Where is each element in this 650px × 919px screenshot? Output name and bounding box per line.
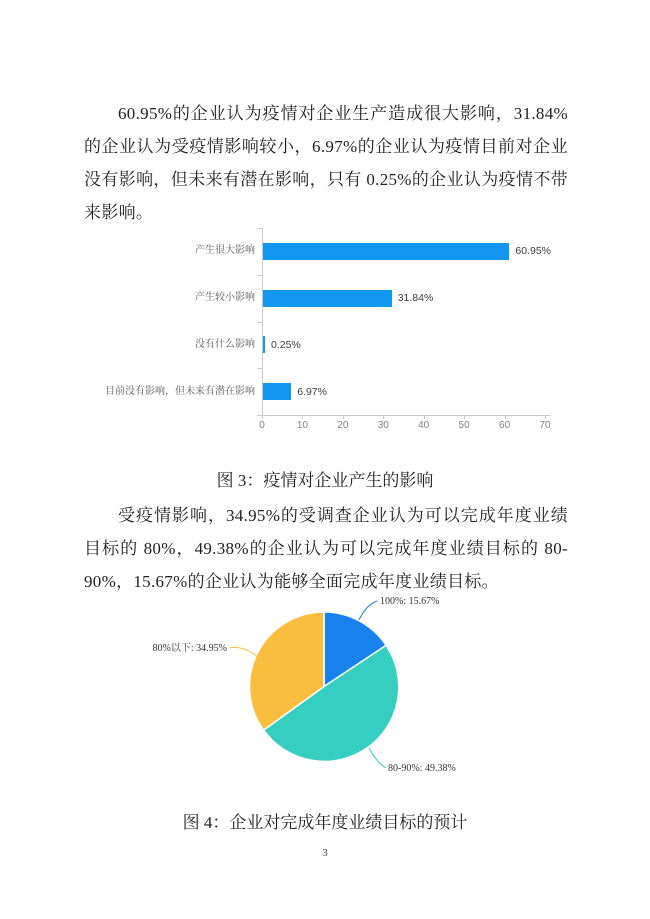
- bar-x-tick: [545, 415, 546, 419]
- bar-x-tick: [424, 415, 425, 419]
- bar-x-tick-label: 20: [337, 420, 349, 431]
- bar-x-axis-line: [262, 415, 550, 416]
- bar-category-tick: [257, 228, 262, 229]
- pie-leader-line-100%: [359, 601, 377, 620]
- bar-x-tick-label: 10: [296, 420, 308, 431]
- paragraph-impact: 60.95%的企业认为疫情对企业生产造成很大影响，31.84%的企业认为受疫情影响较小，6.97%的企业认为疫情目前对企业没有影响，但未来有潜在影响，只有 0.25%的企业认为疫情不带来影响。: [84, 104, 568, 222]
- bar-x-tick: [505, 415, 506, 419]
- pie-label-100: 100%: 15.67%: [380, 596, 440, 607]
- pie-svg: [0, 590, 650, 790]
- bar-x-tick: [464, 415, 465, 419]
- pie-label-80-90: 80-90%: 49.38%: [388, 763, 456, 774]
- page-number: 3: [322, 847, 328, 859]
- pie-leader-line-80-90%: [369, 748, 386, 768]
- bar: [263, 336, 265, 353]
- bar-x-tick-label: 70: [539, 420, 551, 431]
- bar: [263, 243, 509, 260]
- bar-x-tick-label: 50: [458, 420, 470, 431]
- bar-category-label: 目前没有影响，但未来有潜在影响: [105, 385, 255, 397]
- pie-leader-line-80%以下: [230, 647, 258, 657]
- bar-category-label: 没有什么影响: [195, 338, 255, 350]
- figure3-caption: 图 3：疫情对企业产生的影响: [216, 471, 434, 490]
- bar: [263, 290, 392, 307]
- bar-x-tick-label: 30: [377, 420, 389, 431]
- bar-x-tick-label: 40: [418, 420, 430, 431]
- bar-category-tick: [257, 322, 262, 323]
- bar-x-tick: [262, 415, 263, 419]
- paragraph-targets: 受疫情影响，34.95%的受调查企业认为可以完成年度业绩目标的 80%，49.38%的企业认为可以完成年度业绩目标的 80-90%，15.67%的企业认为能够全面完成年度业绩目标。: [84, 506, 568, 591]
- bar-chart: [0, 228, 650, 438]
- bar-value-label: 31.84%: [397, 292, 434, 305]
- figure4-caption: 图 4：企业对完成年度业绩目标的预计: [182, 813, 468, 832]
- bar-x-tick-label: 0: [259, 420, 265, 431]
- bar-x-tick: [302, 415, 303, 419]
- bar-x-tick: [343, 415, 344, 419]
- bar: [263, 383, 291, 400]
- bar-value-label: 60.95%: [515, 245, 552, 258]
- bar-category-tick: [257, 275, 262, 276]
- bar-category-label: 产生较小影响: [195, 292, 255, 304]
- bar-category-label: 产生很大影响: [195, 245, 255, 257]
- bar-value-label: 0.25%: [271, 338, 301, 351]
- bar-x-tick: [383, 415, 384, 419]
- bar-x-tick-label: 60: [499, 420, 511, 431]
- pie-chart: [0, 590, 650, 790]
- pie-label-below-80: 80%以下: 34.95%: [152, 643, 227, 654]
- bar-category-tick: [257, 368, 262, 369]
- bar-value-label: 6.97%: [297, 385, 327, 398]
